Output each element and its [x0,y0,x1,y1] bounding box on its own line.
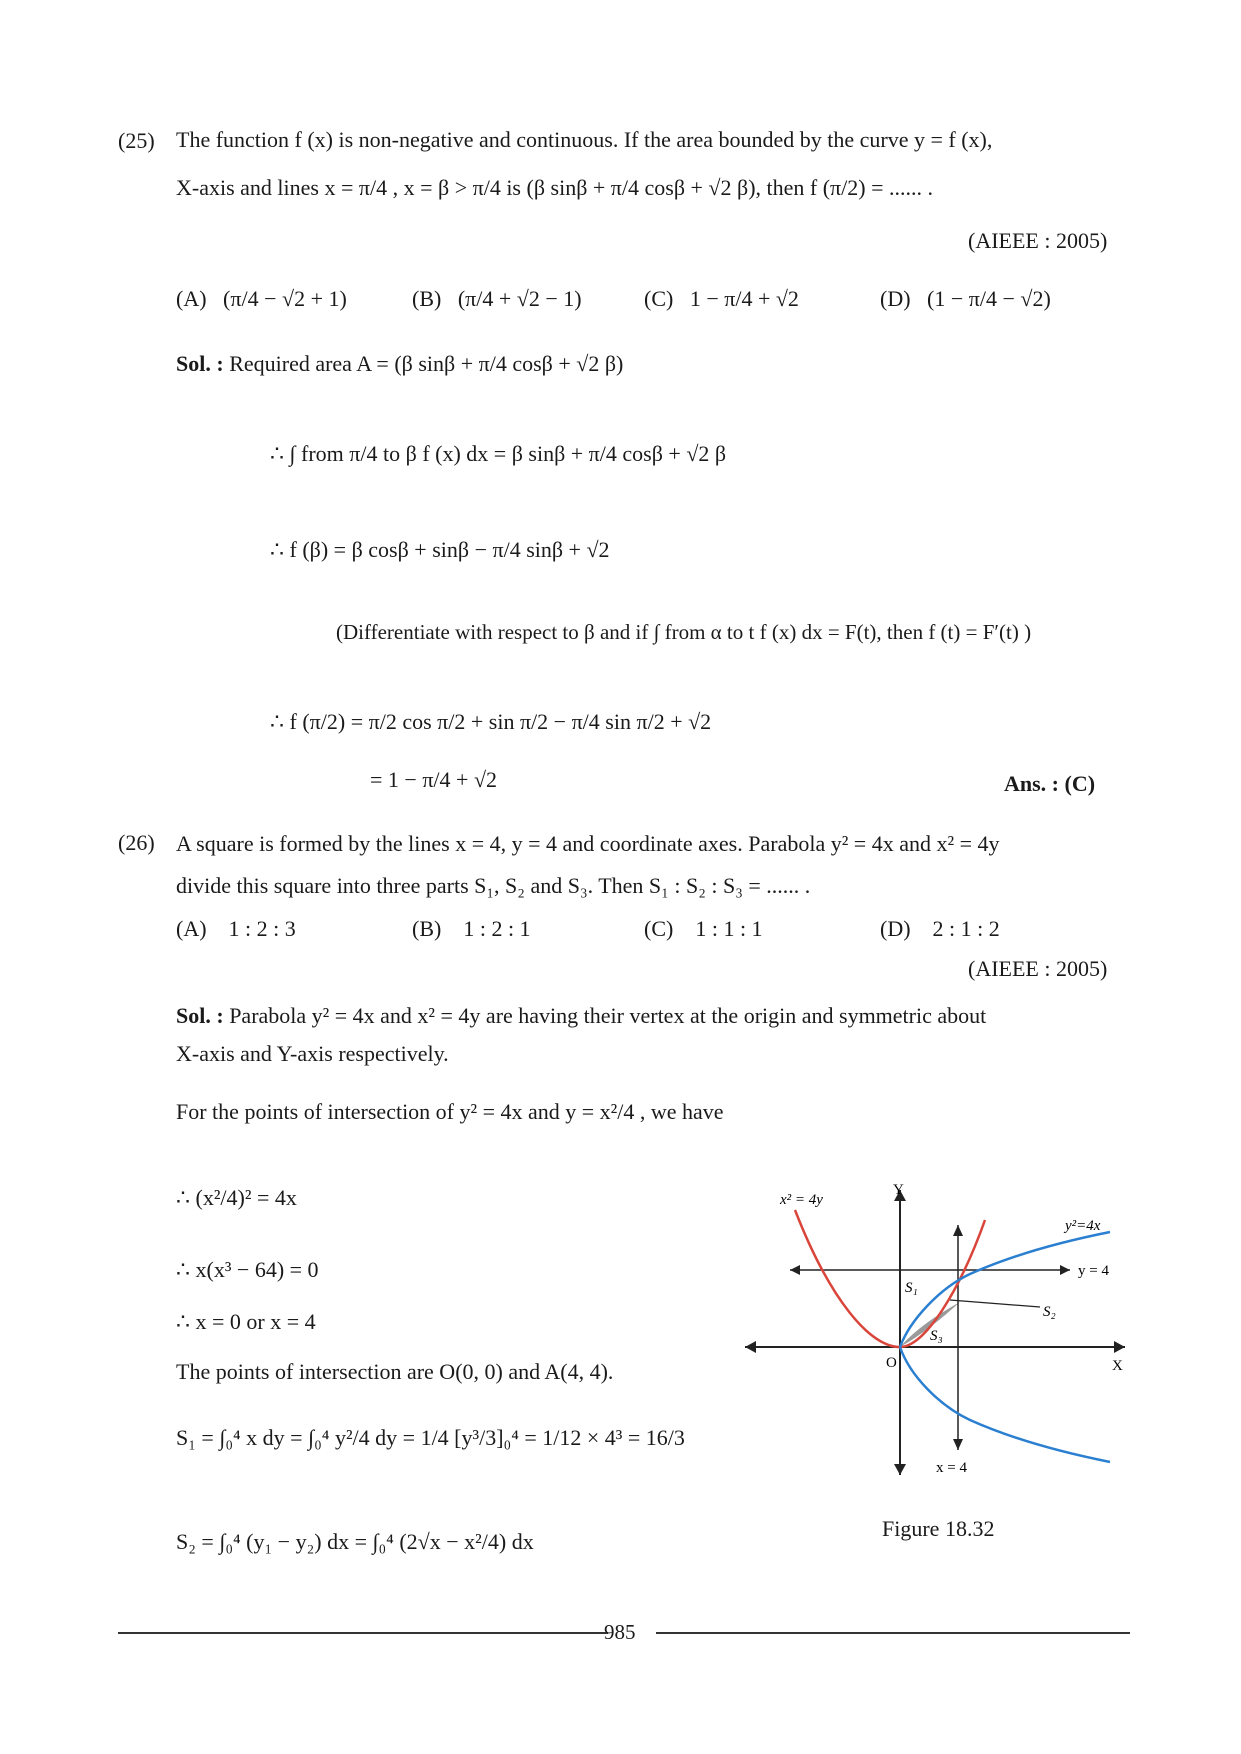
question-number-25: (25) [118,128,155,153]
option-key: (D) [880,286,911,311]
q26-option-b [412,916,531,942]
q26-source: (AIEEE : 2005) [968,956,1108,981]
label-x-axis: X [1112,1358,1123,1374]
option-key: (D) [880,916,911,941]
line-x4-arrow-icon [953,1225,963,1236]
option-text: (1 − π/4 − √2) [927,286,1051,311]
footer-rule-left [118,1632,608,1634]
q26-solution-line [176,1002,986,1030]
q26-stem-line1: A square is formed by the lines x = 4, y = 4 and coordinate axes. Parabola y² = 4x and x² = 4y [176,831,1000,856]
parabola-square-figure [740,1180,1130,1480]
option-text: (π/4 + √2 − 1) [457,286,582,311]
x-axis-arrow-icon [1114,1341,1125,1353]
q26-step-equation: ∴ (x²/4)² = 4x [176,1185,297,1210]
line-y4-left-arrow-icon [790,1265,800,1275]
y-axis-down-arrow-icon [894,1464,906,1475]
q25-step-integral: ∴ ∫ from π/4 to β f (x) dx = β sinβ + π/4 cosβ + √2 β [270,441,727,466]
q26-option-a [176,916,296,942]
option-key: (B) [412,286,442,311]
q26-solution-line2: X-axis and Y-axis respectively. [176,1041,449,1066]
label-x4: x = 4 [936,1460,967,1476]
label-y-axis: Y [893,1182,904,1198]
q26-option-c [644,916,763,942]
q25-source: (AIEEE : 2005) [968,228,1108,253]
label-y4: y = 4 [1078,1263,1109,1279]
q25-option-a [176,286,347,312]
q25-step-result: = 1 − π/4 + √2 [370,767,498,792]
solution-text: Required area A = (β sinβ + π/4 cosβ + √2 β) [229,351,624,376]
option-text: 1 : 2 : 3 [228,916,296,941]
q26-option-d [880,916,1000,942]
option-key: (B) [412,916,442,941]
label-parabola-up: x² = 4y [780,1192,823,1208]
question-number-26: (26) [118,830,155,855]
line-y4-arrow-icon [1060,1265,1070,1275]
q26-intersection-points: The points of intersection are O(0, 0) and A(4, 4). [176,1359,614,1384]
option-text: (π/4 − √2 + 1) [223,286,347,311]
option-key: (A) [176,916,207,941]
label-s1: S₁ [905,1280,918,1296]
label-origin: O [886,1355,897,1371]
q25-option-c [644,286,799,312]
option-key: (A) [176,286,207,311]
solution-label: Sol. : [176,1003,224,1028]
line-x4-down-arrow-icon [953,1439,963,1450]
q25-stem-line2: X-axis and lines x = π/4 , x = β > π/4 is (β sinβ + π/4 cosβ + √2 β), then f (π/2) = ...... . [176,175,934,200]
solution-label: Sol. : [176,351,224,376]
q25-stem-line1: The function f (x) is non-negative and continuous. If the area bounded by the curve y = f (x), [176,127,993,152]
q26-step-roots: ∴ x = 0 or x = 4 [176,1309,316,1334]
label-parabola-right: y²=4x [1065,1218,1101,1234]
option-text: 2 : 1 : 2 [932,916,1000,941]
figure-caption: Figure 18.32 [882,1516,995,1541]
option-key: (C) [644,286,674,311]
option-text: 1 − π/4 + √2 [689,286,799,311]
q26-area-s2: S₂ = ∫₀⁴ (y₁ − y₂) dx = ∫₀⁴ (2√x − x²/4) dx [176,1529,534,1554]
x-axis-left-arrow-icon [745,1341,756,1353]
q26-step-factor: ∴ x(x³ − 64) = 0 [176,1257,319,1282]
page-number: 985 [604,1620,636,1644]
option-key: (C) [644,916,674,941]
s2-pointer-line [950,1300,1040,1307]
label-s3: S₃ [930,1328,943,1344]
q25-answer: Ans. : (C) [1004,771,1096,796]
label-s2: S₂ [1043,1304,1056,1320]
footer-rule-right [656,1632,1130,1634]
q25-option-b [412,286,582,312]
option-text: 1 : 1 : 1 [695,916,763,941]
q25-step-derivative: ∴ f (β) = β cosβ + sinβ − π/4 sinβ + √2 [270,537,610,562]
q26-area-s1: S₁ = ∫₀⁴ x dy = ∫₀⁴ y²/4 dy = 1/4 [y³/3]₀⁴ = 1/12 × 4³ = 16/3 [176,1425,685,1450]
q26-intersection-text: For the points of intersection of y² = 4x and y = x²/4 , we have [176,1099,724,1124]
q26-stem-line2: divide this square into three parts S₁, S₂ and S₃. Then S₁ : S₂ : S₃ = ...... . [176,873,811,898]
q25-step-substitute: ∴ f (π/2) = π/2 cos π/2 + sin π/2 − π/4 sin π/2 + √2 [270,709,712,734]
parabola-y2-4x-lower [900,1347,1110,1462]
option-text: 1 : 2 : 1 [463,916,531,941]
q25-note: (Differentiate with respect to β and if ∫ from α to t f (x) dx = F(t), then f (t) = F′(t) ) [336,620,1032,644]
solution-text: Parabola y² = 4x and x² = 4y are having their vertex at the origin and symmetric about [229,1003,987,1028]
q25-option-d [880,286,1051,312]
q25-solution-line [176,350,623,378]
